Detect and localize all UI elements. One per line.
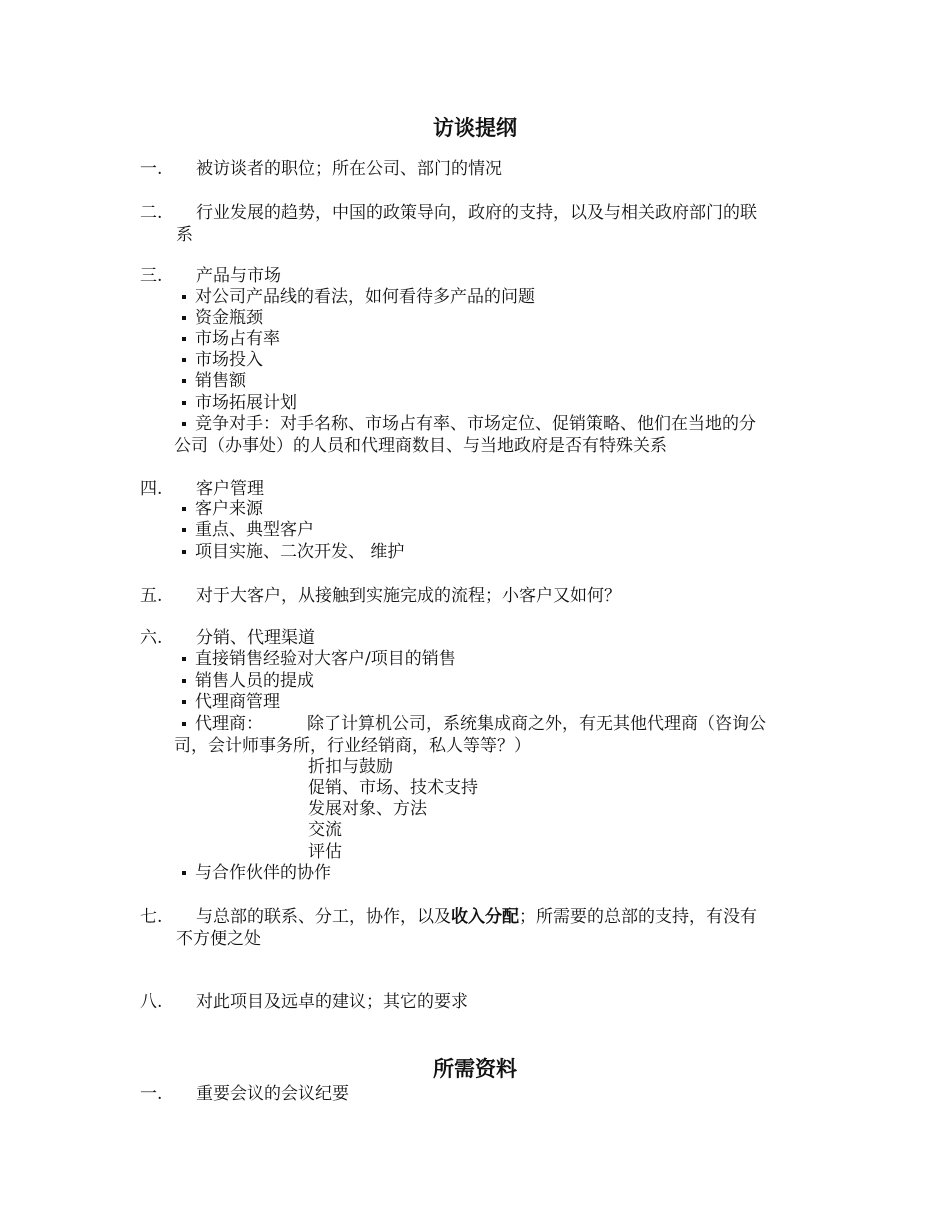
section-text: 被访谈者的职位；所在公司、部门的情况 bbox=[196, 159, 502, 179]
section-number: 七. bbox=[140, 907, 163, 927]
list-item-text: 市场拓展计划 bbox=[195, 393, 297, 413]
section-text: 对此项目及远卓的建议；其它的要求 bbox=[196, 992, 468, 1012]
list-item-text: 代理商管理 bbox=[195, 692, 280, 712]
list-item-text: 销售人员的提成 bbox=[195, 671, 314, 691]
section-text: 对于大客户，从接触到实施完成的流程；小客户又如何？ bbox=[196, 586, 621, 606]
document-title: 访谈提纲 bbox=[433, 115, 517, 140]
agent-text: 除了计算机公司，系统集成商之外，有无其他代理商（咨询公 bbox=[307, 714, 766, 734]
bullet-icon bbox=[182, 722, 186, 726]
sub-item: 发展对象、方法 bbox=[308, 799, 427, 819]
bullet-icon bbox=[182, 507, 186, 511]
list-item bbox=[182, 542, 404, 563]
bullet-icon bbox=[182, 550, 186, 554]
list-item bbox=[182, 287, 535, 308]
list-item bbox=[182, 371, 246, 392]
section-text: 客户管理 bbox=[196, 479, 264, 499]
list-item bbox=[182, 649, 456, 670]
section-number: 六. bbox=[140, 628, 163, 648]
bullet-icon bbox=[182, 295, 186, 299]
section-number: 五. bbox=[140, 586, 163, 606]
section-text bbox=[196, 906, 757, 928]
bullet-icon bbox=[182, 700, 186, 704]
bullet-icon bbox=[182, 528, 186, 532]
bullet-icon bbox=[182, 679, 186, 683]
emphasis-text: 收入分配 bbox=[451, 907, 519, 927]
list-item-text: 对公司产品线的看法，如何看待多产品的问题 bbox=[195, 287, 535, 307]
sub-item: 交流 bbox=[308, 820, 342, 840]
list-item bbox=[182, 329, 280, 350]
bullet-icon bbox=[182, 379, 186, 383]
list-item-text: 客户来源 bbox=[195, 499, 263, 519]
list-item bbox=[182, 714, 766, 735]
list-item bbox=[182, 499, 263, 520]
section-text: 重要会议的会议纪要 bbox=[196, 1084, 349, 1104]
list-item bbox=[182, 863, 331, 884]
section-text: 产品与市场 bbox=[196, 266, 281, 286]
list-item-text: 与合作伙伴的协作 bbox=[195, 863, 331, 883]
sub-item: 评估 bbox=[308, 842, 342, 862]
agent-label: 代理商： bbox=[195, 714, 263, 734]
section-text-continued: 不方便之处 bbox=[176, 929, 261, 949]
list-item-text: 竞争对手：对手名称、市场占有率、市场定位、促销策略、他们在当地的分 bbox=[195, 414, 756, 434]
section-number: 八. bbox=[140, 992, 163, 1012]
section-number: 二. bbox=[140, 203, 163, 223]
section-number: 一. bbox=[140, 159, 163, 179]
section-text-part: ；所需要的总部的支持，有没有 bbox=[519, 907, 757, 927]
section-number: 四. bbox=[140, 479, 163, 499]
section-text-continued: 系 bbox=[176, 225, 193, 245]
list-item-text: 市场占有率 bbox=[195, 329, 280, 349]
bullet-icon bbox=[182, 401, 186, 405]
bullet-icon bbox=[182, 422, 186, 426]
list-item bbox=[182, 692, 280, 713]
bullet-icon bbox=[182, 337, 186, 341]
section-text: 分销、代理渠道 bbox=[196, 628, 315, 648]
list-item-text: 重点、典型客户 bbox=[195, 520, 314, 540]
list-item bbox=[182, 671, 314, 692]
list-item bbox=[182, 350, 263, 371]
sub-item: 折扣与鼓励 bbox=[308, 757, 393, 777]
list-item bbox=[182, 393, 297, 414]
list-item bbox=[182, 520, 314, 541]
list-item bbox=[182, 308, 263, 329]
section-number: 三. bbox=[140, 266, 163, 286]
list-item-text: 项目实施、二次开发、 维护 bbox=[195, 542, 405, 562]
bullet-icon bbox=[182, 871, 186, 875]
list-item-text: 资金瓶颈 bbox=[195, 308, 263, 328]
list-item-text: 市场投入 bbox=[195, 350, 263, 370]
section-text: 行业发展的趋势，中国的政策导向，政府的支持，以及与相关政府部门的联 bbox=[196, 203, 757, 223]
bullet-icon bbox=[182, 657, 186, 661]
bullet-icon bbox=[182, 358, 186, 362]
list-item-text: 销售额 bbox=[195, 371, 246, 391]
list-item bbox=[182, 414, 756, 435]
materials-title: 所需资料 bbox=[433, 1056, 517, 1081]
list-item-text-continued: 公司（办事处）的人员和代理商数目、与当地政府是否有特殊关系 bbox=[174, 436, 667, 456]
list-item-text: 直接销售经验对大客户/项目的销售 bbox=[195, 649, 456, 669]
agent-text-continued: 司，会计师事务所，行业经销商，私人等等？） bbox=[174, 736, 531, 756]
section-text-part: 与总部的联系、分工，协作，以及 bbox=[196, 907, 451, 927]
section-number: 一. bbox=[140, 1084, 163, 1104]
bullet-icon bbox=[182, 316, 186, 320]
sub-item: 促销、市场、技术支持 bbox=[308, 778, 478, 798]
